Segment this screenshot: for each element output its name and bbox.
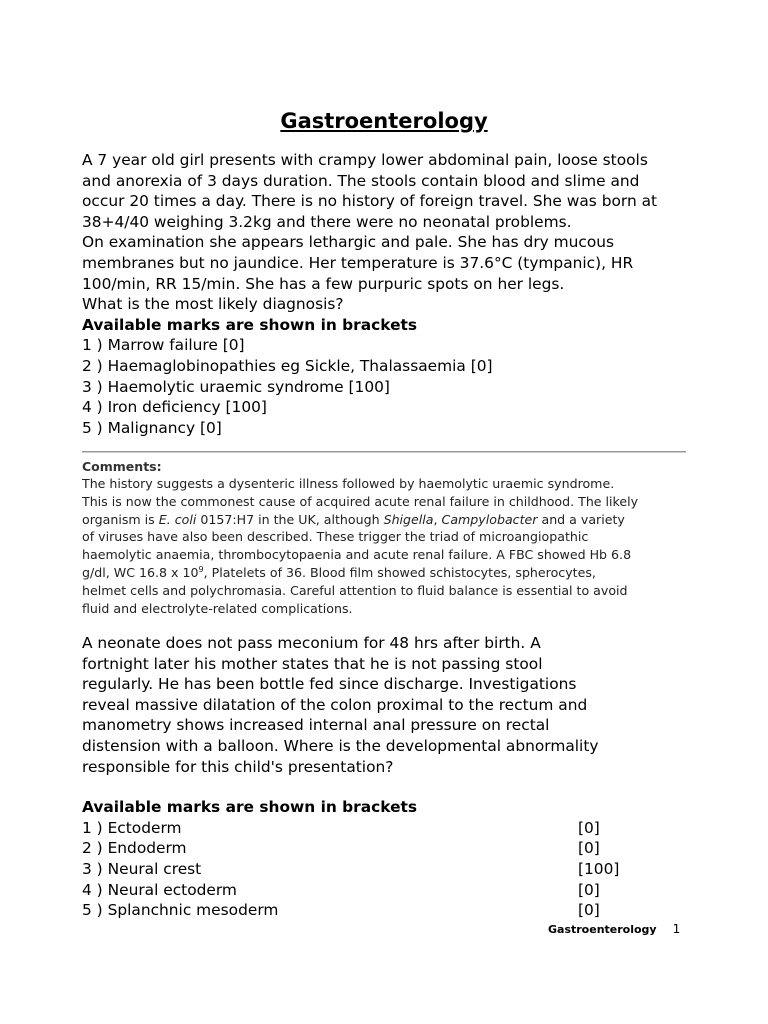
comments-text: , Platelets of 36. Blood film showed schistocytes, spherocytes, (203, 564, 596, 580)
question-1-line: On examination she appears lethargic and pale. She has dry mucous (82, 233, 615, 252)
comments-line: helmet cells and polychromasia. Careful attention to fluid balance is essential to avoid (82, 582, 628, 598)
option-mark: [100] (578, 859, 620, 878)
question-1-line: A 7 year old girl presents with crampy lower abdominal pain, loose stools (82, 151, 648, 169)
option-label: 3 ) Neural crest (82, 859, 202, 878)
option-label: 5 ) Splanchnic mesoderm (82, 901, 279, 920)
question-1-option: 1 ) Marrow failure [0] (82, 336, 245, 355)
question-2-option (82, 859, 692, 880)
question-1-option: 2 ) Haemaglobinopathies eg Sickle, Thalassaemia [0] (82, 356, 493, 375)
option-mark: [0] (578, 901, 600, 920)
page-number: 1 (672, 922, 681, 936)
comments-line: fluid and electrolyte-related complications. (82, 600, 353, 616)
comments-text: and a variety (537, 511, 625, 527)
question-2-marks-heading: Available marks are shown in brackets (82, 798, 418, 817)
question-2-option (82, 900, 692, 921)
question-1-line: 38+4/40 weighing 3.2kg and there were no neonatal problems. (82, 212, 572, 231)
comments-heading: Comments: (82, 459, 162, 474)
comments-line: The history suggests a dysenteric illness followed by haemolytic uraemic syndrome. (82, 476, 615, 491)
question-2-option (82, 880, 692, 901)
footer-label: Gastroenterology (548, 923, 657, 936)
comments-line (82, 564, 692, 582)
question-2-line: manometry shows increased internal anal pressure on rectal (82, 716, 550, 735)
question-1 (82, 150, 692, 438)
comments-block (82, 458, 692, 617)
question-1-line: and anorexia of 3 days duration. The stools contain blood and slime and (82, 171, 640, 190)
option-label: 4 ) Neural ectoderm (82, 880, 237, 899)
comments-text: organism is (82, 511, 159, 527)
question-1-line: 100/min, RR 15/min. She has a few purpuric spots on her legs. (82, 274, 565, 293)
question-2-line: reveal massive dilatation of the colon proximal to the rectum and (82, 695, 588, 714)
option-mark: [0] (578, 818, 600, 837)
question-1-marks-heading: Available marks are shown in brackets (82, 315, 418, 334)
option-label: 1 ) Ectoderm (82, 818, 182, 837)
page-footer (548, 921, 680, 938)
organism-ecoli: E. coli (158, 511, 197, 527)
question-2-option (82, 838, 692, 859)
question-1-line: membranes but no jaundice. Her temperature is 37.6°C (tympanic), HR (82, 253, 634, 272)
organism-shigella: Shigella (383, 511, 434, 527)
exponent: 9 (198, 564, 204, 574)
option-mark: [0] (578, 880, 600, 899)
question-1-line: occur 20 times a day. There is no history of foreign travel. She was born at (82, 192, 658, 211)
question-2-line: A neonate does not pass meconium for 48 hrs after birth. A (82, 634, 541, 652)
organism-campylobacter: Campylobacter (441, 511, 538, 527)
question-2-option (82, 818, 692, 839)
question-1-option: 5 ) Malignancy [0] (82, 418, 222, 437)
question-2-line: distension with a balloon. Where is the developmental abnormality (82, 736, 599, 755)
comments-text: 0157:H7 in the UK, although (196, 511, 384, 527)
spacer (82, 777, 692, 797)
comments-line: haemolytic anaemia, thrombocytopaenia and acute renal failure. A FBC showed Hb 6.8 (82, 547, 632, 563)
option-label: 2 ) Endoderm (82, 839, 187, 858)
question-1-option: 4 ) Iron deficiency [100] (82, 398, 267, 417)
question-2 (82, 633, 692, 921)
question-2-line: fortnight later his mother states that he is not passing stool (82, 654, 543, 673)
question-2-prompt: responsible for this child's presentation? (82, 757, 394, 776)
section-divider (82, 451, 686, 453)
comments-text: g/dl, WC 16.8 x 10 (82, 564, 199, 580)
question-1-prompt: What is the most likely diagnosis? (82, 295, 344, 314)
comments-line (82, 511, 692, 529)
option-mark: [0] (578, 839, 600, 858)
comments-line: This is now the commonest cause of acquired acute renal failure in childhood. The likely (82, 493, 639, 509)
page-title: Gastroenterology (280, 109, 488, 133)
question-1-option: 3 ) Haemolytic uraemic syndrome [100] (82, 377, 390, 396)
comments-line: of viruses have also been described. These trigger the triad of microangiopathic (82, 529, 589, 545)
comments-text: , (433, 511, 442, 527)
question-2-line: regularly. He has been bottle fed since discharge. Investigations (82, 675, 577, 694)
